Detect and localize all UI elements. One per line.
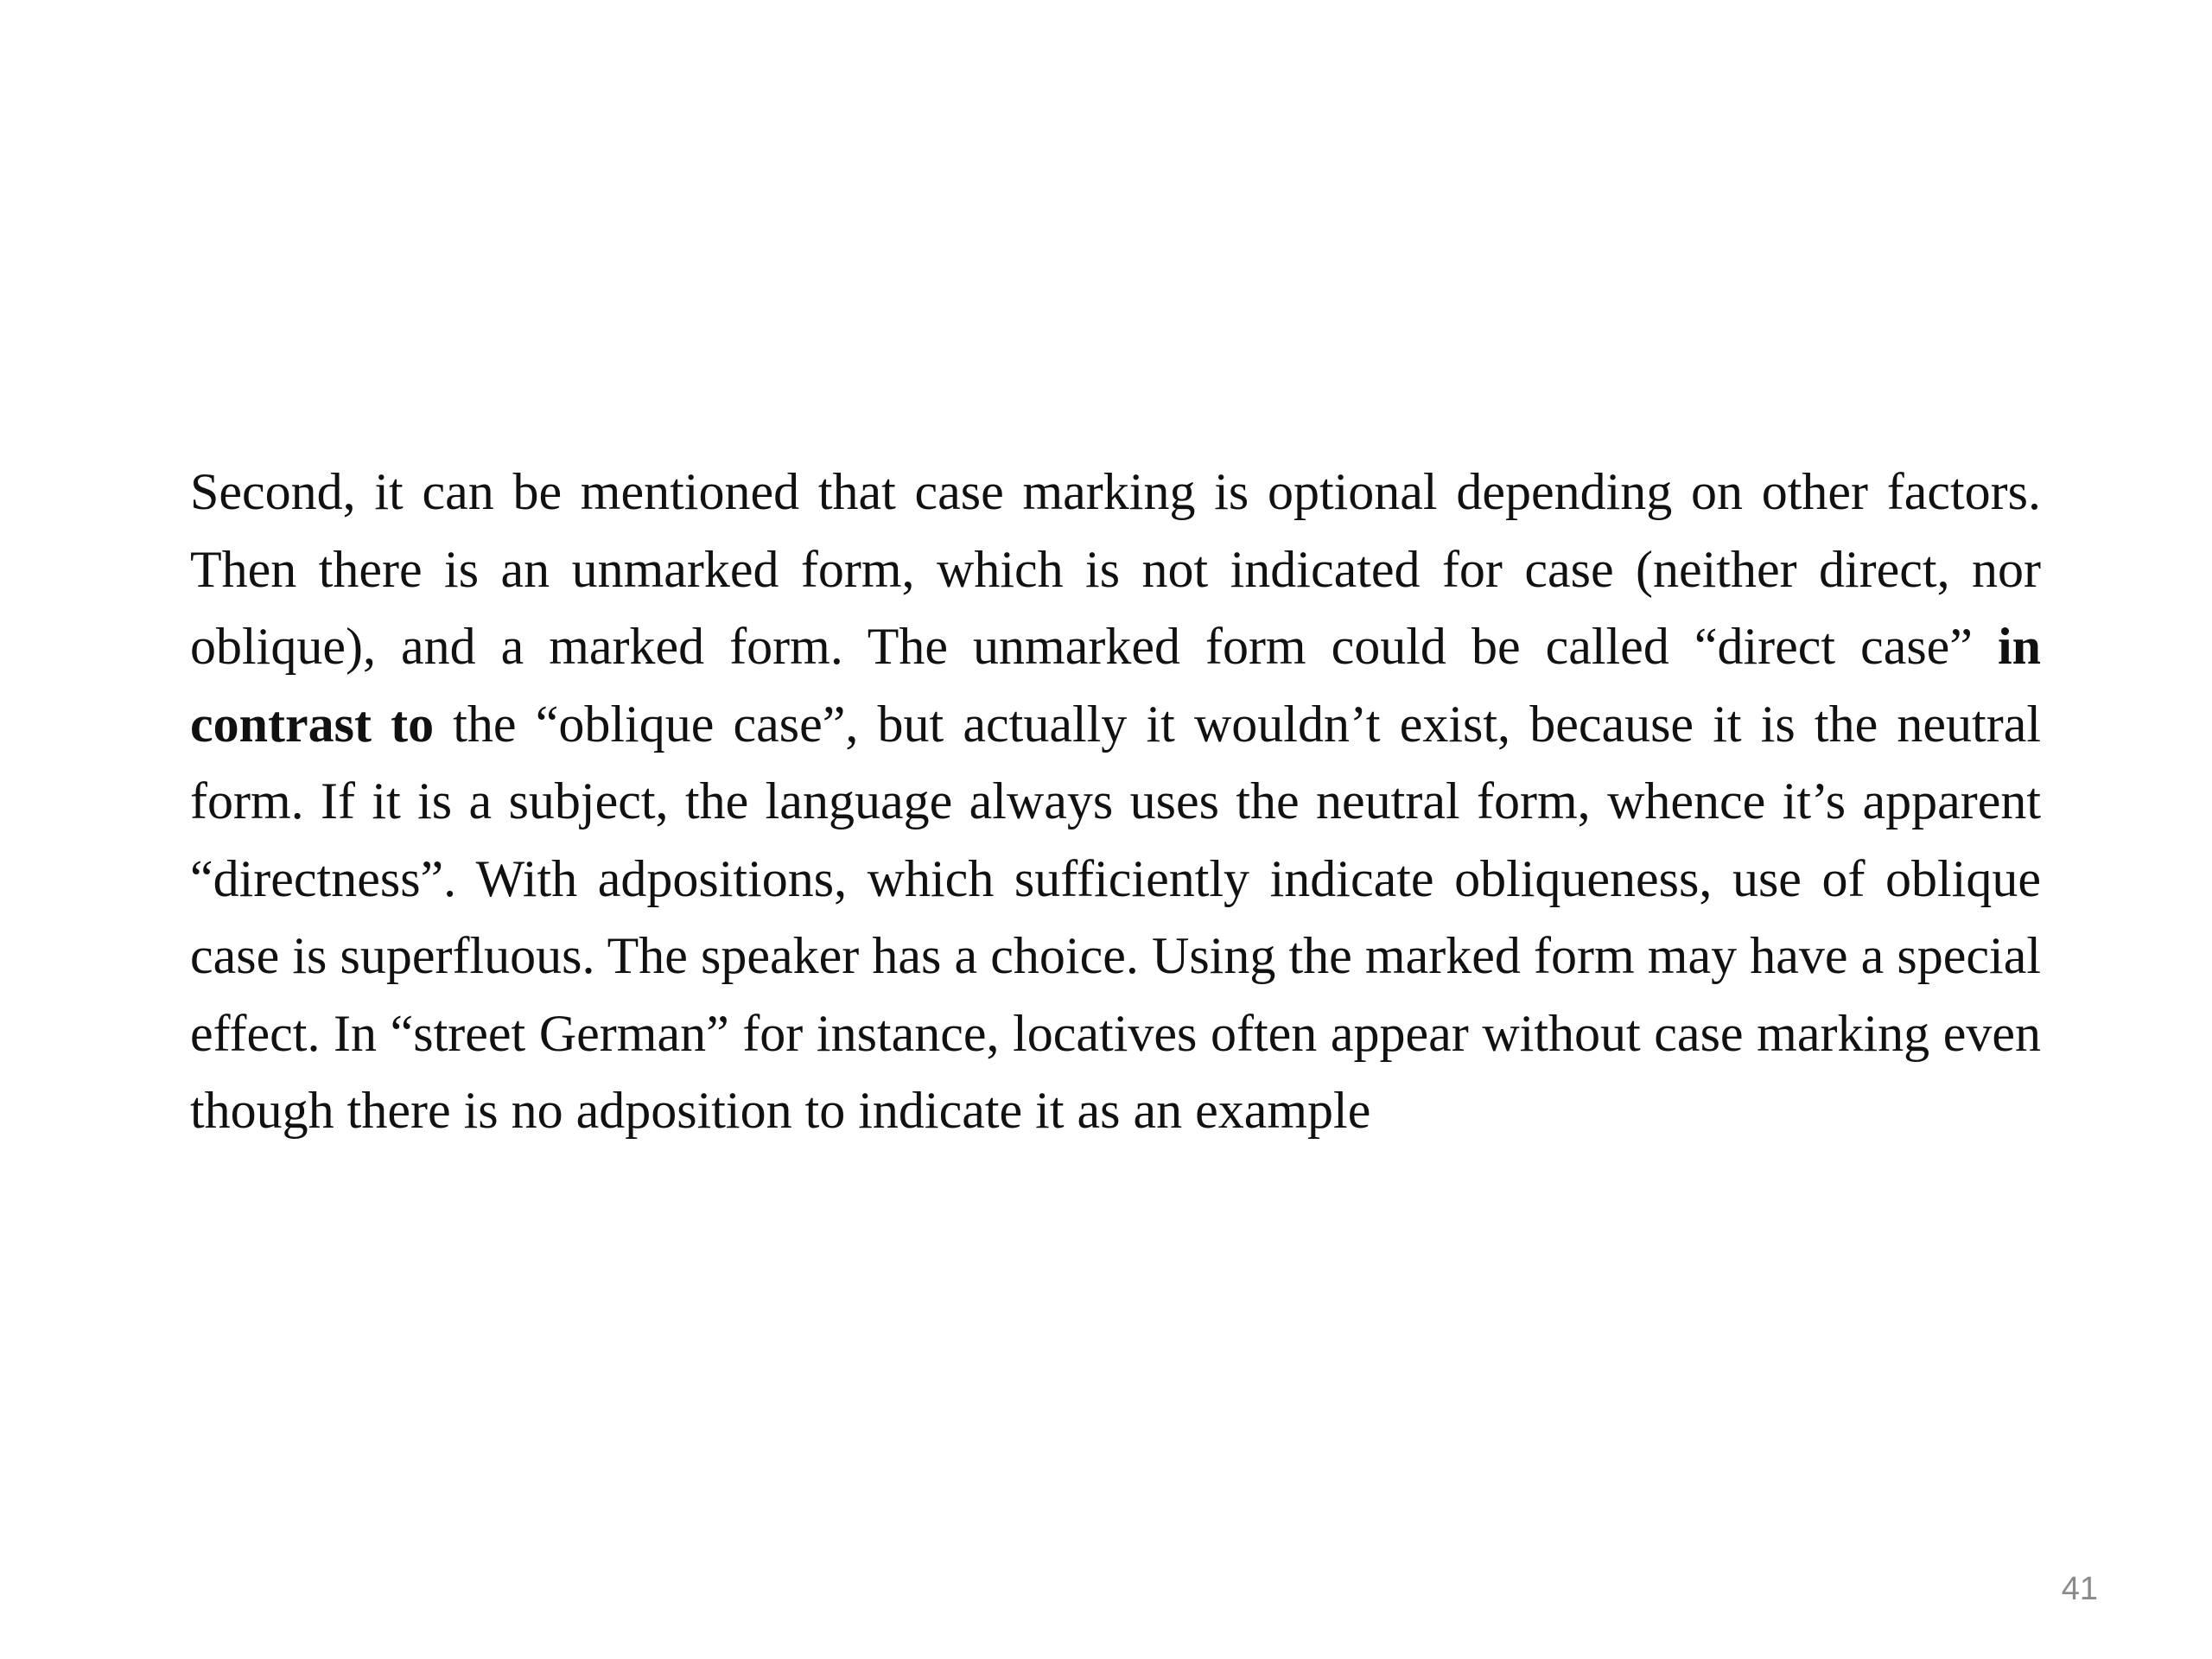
body-paragraph (190, 454, 2041, 1150)
paragraph-text-end: the “oblique case”, but actually it wouldn’t exist, because it is the neutral form. If it is a subject, the language always uses the neutral form, whence it’s apparent “directness”. With adpositions, which sufficiently indicate obliqueness, use of oblique case is superfluous. The speaker has a choice. Using the marked form may have a special effect. In “street German” for instance, locatives often appear without case marking even though there is no adposition to indicate it as an example (190, 695, 2041, 1139)
page-number: 41 (2061, 1571, 2098, 1607)
bold-phrase: in contrast to (190, 618, 2041, 753)
paragraph-text-start: Second, it can be mentioned that case marking is optional depending on other factors. Then there is an unmarked form, which is not indicated for case (neither direct, nor oblique), and a marked form. The unmarked form could be called “direct case” (190, 463, 2041, 675)
